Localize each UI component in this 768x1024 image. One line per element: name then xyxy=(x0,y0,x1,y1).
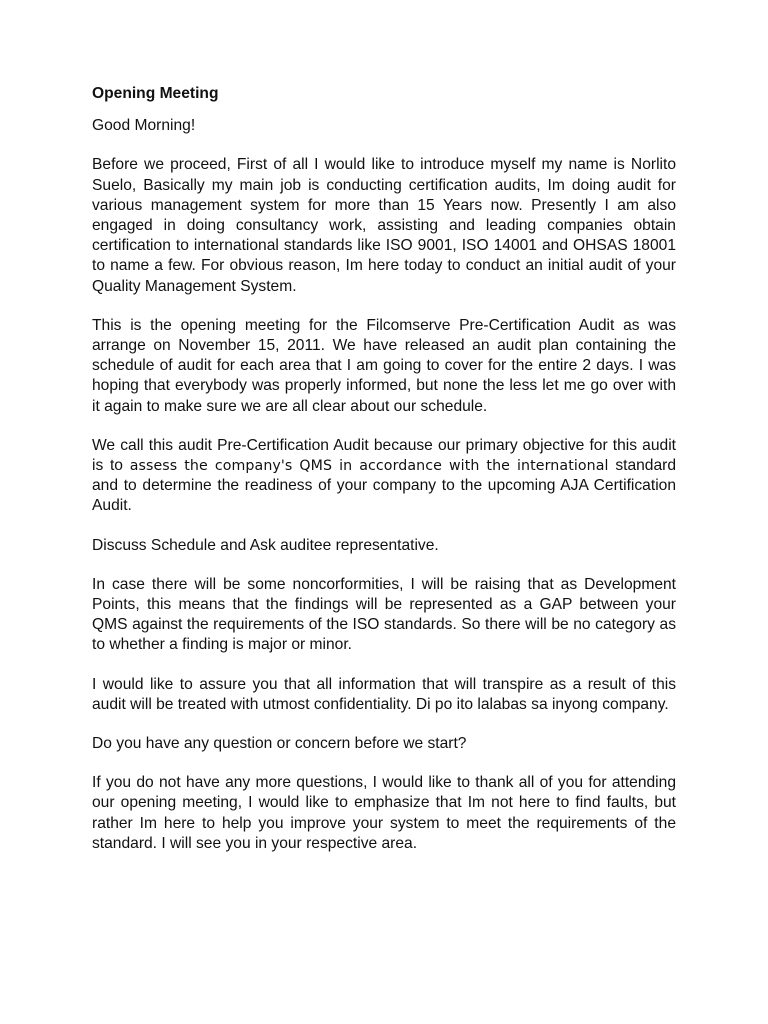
greeting-text: Good Morning! xyxy=(92,117,196,135)
document-title: Opening Meeting xyxy=(92,85,219,102)
paragraph-nonconformities: In case there will be some noncorformities, I will be raising that as Development Points, this means that the findings will be represented as a GAP between your QMS against the requirements of the ISO standards. So there will be no category as to whether a finding is major or minor. xyxy=(92,575,676,654)
paragraph-audit-purpose-part3: standard and to determine the readiness of your company to the upcoming AJA Certification Audit. xyxy=(92,457,676,515)
paragraph-discuss-schedule: Discuss Schedule and Ask auditee representative. xyxy=(92,536,439,554)
document-body xyxy=(92,84,676,873)
paragraph-introduction: Before we proceed, First of all I would like to introduce myself my name is Norlito Suelo, Basically my main job is conducting certification audits, Im doing audit for various management system for more than 15 Years now. Presently I am also engaged in doing consultancy work, assisting and leading companies obtain certification to international standards like ISO 9001, ISO 14001 and OHSAS 18001 to name a few. For obvious reason, Im here today to conduct an initial audit of your Quality Management System. xyxy=(92,156,676,295)
paragraph-confidentiality: I would like to assure you that all information that will transpire as a result of this audit will be treated with utmost confidentiality. Di po ito lalabas sa inyong company. xyxy=(92,675,676,713)
paragraph-questions: Do you have any question or concern before we start? xyxy=(92,735,467,753)
paragraph-opening-meeting: This is the opening meeting for the Filcomserve Pre-Certification Audit as was arrange on November 15, 2011. We have released an audit plan containing the schedule of audit for each area that I am going to cover for the entire 2 days. I was hoping that everybody was properly informed, but none the less let me go over with it again to make sure we are all clear about our schedule. xyxy=(92,316,676,415)
paragraph-closing: If you do not have any more questions, I would like to thank all of you for attending our opening meeting, I would like to emphasize that Im not here to find faults, but rather Im here to help you improve your system to meet the requirements of the standard. I will see you in your respective area. xyxy=(92,774,676,852)
paragraph-audit-purpose-part2: assess the company's QMS in accordance with the international xyxy=(129,458,609,475)
paragraph-audit-purpose-part1: We call this audit Pre-Certification Audit because our primary objective for this audit is to xyxy=(92,436,676,475)
paragraph-audit-purpose xyxy=(92,436,676,517)
